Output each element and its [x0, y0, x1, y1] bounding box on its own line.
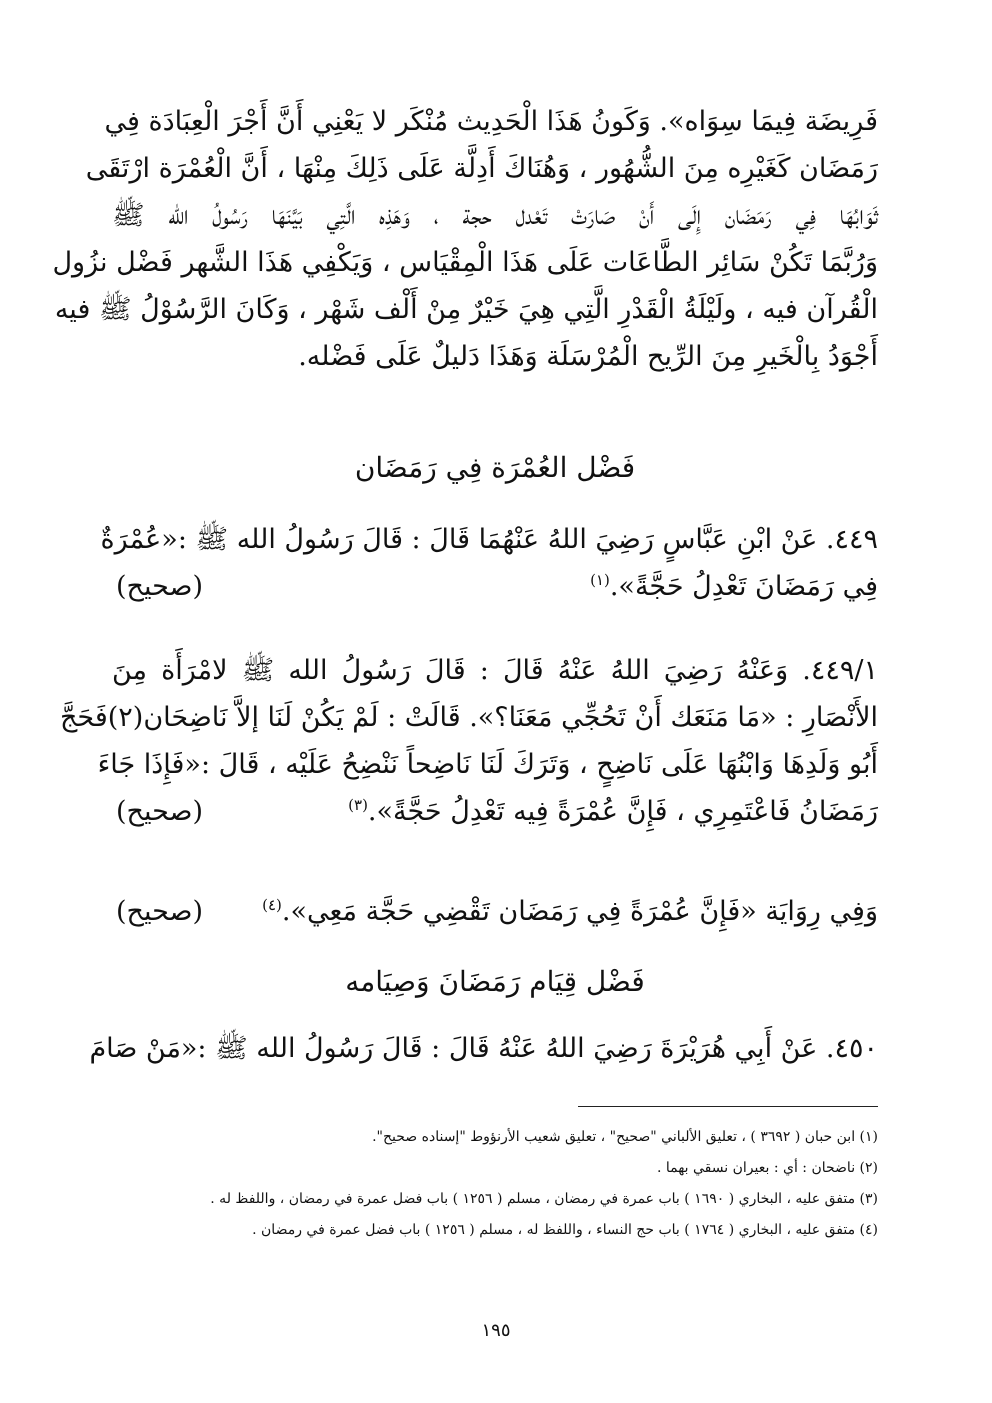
- riwaya-line: [112, 888, 878, 935]
- footnotes: [112, 1122, 878, 1246]
- hadith-449-1-text-end: رَمَضَانُ فَاعْتَمِرِي ، فَإِنَّ عُمْرَةً فِيه تَعْدِلُ حَجَّةً».$^{(٣)}$: [348, 796, 878, 827]
- hadith-449-last-line: [112, 563, 878, 610]
- hadith-450: [89, 1025, 878, 1072]
- hadith-449-1-line: الأَنْصَارِ : «مَا مَنَعَك أَنْ تَحُجِّي مَعَنَا؟». قَالَتْ : لَمْ يَكُنْ لَنَا إلاَّ نَاضِحَان(٢)فَحَجَّ: [59, 702, 878, 733]
- grade-label: (صحيح): [116, 796, 203, 827]
- footnote-divider: [578, 1106, 878, 1107]
- footnote: (١) ابن حبان ( ٣٦٩٢ ) ، تعليق الألباني "صحيح" ، تعليق شعيب الأرنؤوط "إسناده صحيح".: [372, 1129, 878, 1145]
- hadith-450-line: ٤٥٠. عَنْ أَبِي هُرَيْرَةَ رَضِيَ اللهُ عَنْهُ قَالَ : قَالَ رَسُولُ الله ﷺ :«مَنْ صَامَ: [89, 1033, 878, 1064]
- footnote-ref[interactable]: (٣): [348, 796, 368, 814]
- intro-line: ثَوَابُهَا فِي رَمَضَان إِلَى أَنْ صَارَتْ تَعْدل حجة ، وَهَذِه الَّتِي بَيَّنَهَا رَسُولُ الله ﷺ: [112, 200, 878, 231]
- hadith-449-line: ٤٤٩. عَنْ ابْنِ عَبَّاسٍ رَضِيَ اللهُ عَنْهُمَا قَالَ : قَالَ رَسُولُ الله ﷺ :«عُمْرَةٌ: [100, 524, 878, 555]
- grade-label: (صحيح): [116, 571, 203, 602]
- footnote: (٣) متفق عليه ، البخاري ( ١٦٩٠ ) باب عمرة في رمضان ، مسلم ( ١٢٥٦ ) باب فضل عمرة في رمضان ، واللفظ له .: [210, 1191, 878, 1207]
- page-number: ١٩٥: [481, 1320, 511, 1341]
- hadith-449-1-line: أَبُو وَلَدِهَا وَابْنُهَا عَلَى نَاضِحٍ ، وَتَرَكَ لَنَا نَاضِحاً نَنْضِحُ عَلَيْه ، قَالَ :«فَإِذَا جَاءَ: [97, 749, 878, 780]
- intro-line: الْقُرآن فيه ، ولَيْلَةُ الْقَدْرِ الَّتِي هِيَ خَيْرٌ مِنْ أَلْف شَهْر ، وَكَانَ الرَّسُوْلُ ﷺ فيه: [54, 294, 878, 325]
- footnote-ref[interactable]: (١): [590, 571, 610, 589]
- intro-line: أَجْوَدُ بِالْخَيرِ مِنَ الرِّيح الْمُرْسَلَة وَهَذَا دَليلٌ عَلَى فَضْله.: [298, 341, 878, 372]
- footnote: (٤) متفق عليه ، البخاري ( ١٧٦٤ ) باب حج النساء ، واللفظ له ، مسلم ( ١٢٥٦ ) باب فضل عمرة في رمضان .: [252, 1222, 878, 1238]
- intro-line: وَرُبَّمَا تَكُنْ سَائِر الطَّاعَات عَلَى هَذَا الْمِقْيَاس ، وَيَكْفِي هَذَا الشَّهر فَضْل نزُول: [52, 247, 878, 278]
- section-heading-umrah: فَضْل العُمْرَة فِي رَمَضَان: [354, 451, 636, 484]
- riwaya-text: وَفِي رِوَايَة «فَإِنَّ عُمْرَةً فِي رَمَضَان تَقْضِي حَجَّة مَعِي».$^{(٤)}$: [262, 896, 878, 927]
- intro-paragraph: [52, 98, 878, 380]
- riwaya: [112, 888, 878, 935]
- intro-line: فَرِيضَة فِيمَا سِوَاه». وَكَونُ هَذَا الْحَدِيث مُنْكَر لا يَعْنِي أَنَّ أَجْرَ الْعِبَادَة فِي: [104, 106, 878, 137]
- grade-label: (صحيح): [116, 896, 203, 927]
- intro-line: رَمَضَان كَغَيْرِه مِنَ الشُّهُور ، وَهُنَاكَ أَدِلَّة عَلَى ذَلِكَ مِنْهَا ، أَنَّ الْعُمْرَة ارْتَقَى: [85, 153, 878, 184]
- hadith-449-1: [59, 647, 878, 835]
- section-heading-qiyam: فَضْل قِيَام رَمَضَانَ وَصِيَامه: [345, 965, 645, 998]
- hadith-449: [100, 516, 878, 610]
- footnote-ref[interactable]: (٤): [262, 896, 282, 914]
- footnote: (٢) ناضحان : أي : بعيران نسقي بهما .: [656, 1160, 878, 1176]
- hadith-449-1-line: ٤٤٩/١. وَعَنْهُ رَضِيَ اللهُ عَنْهُ قَالَ : قَالَ رَسُولُ الله ﷺ لامْرَأَة مِنَ: [112, 655, 878, 686]
- hadith-449-text-end: فِي رَمَضَانَ تَعْدِلُ حَجَّةً».$^{(١)}$: [590, 571, 878, 602]
- hadith-449-1-last-line: [112, 788, 878, 835]
